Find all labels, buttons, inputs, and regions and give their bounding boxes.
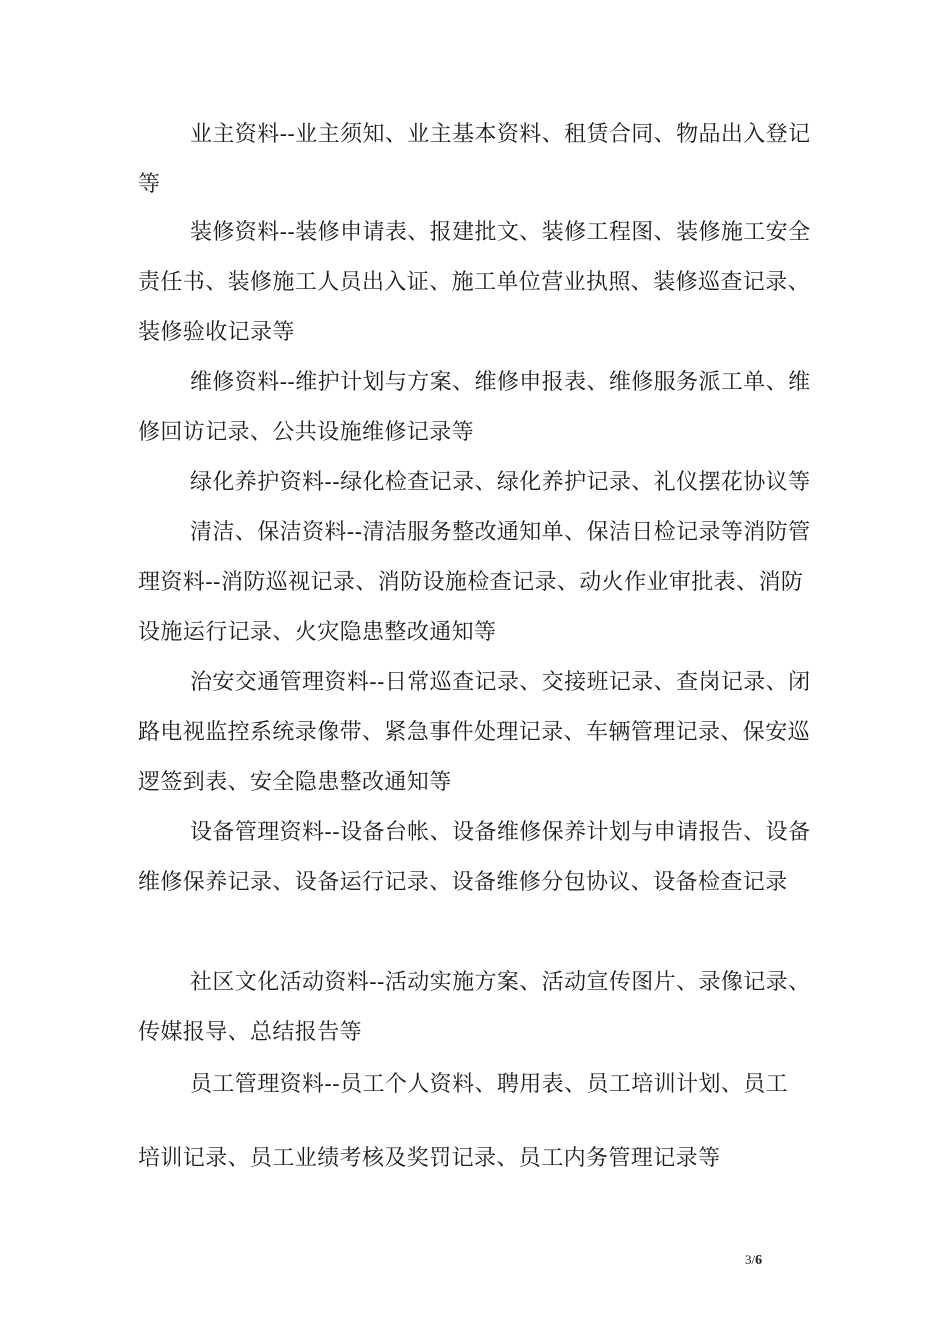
text-line: 装修资料--装修申请表、报建批文、装修工程图、装修施工安全: [190, 220, 811, 245]
text-line: 治安交通管理资料--日常巡查记录、交接班记录、查岗记录、闭: [190, 670, 811, 695]
paragraph-renovation-records: [138, 208, 828, 358]
text-line: 维修资料--维护计划与方案、维修申报表、维修服务派工单、维: [190, 370, 811, 395]
text-line: 绿化养护资料--绿化检查记录、绿化养护记录、礼仪摆花协议等: [190, 470, 811, 495]
paragraph-staff-records-continued: [138, 1134, 828, 1184]
text-line: 装修验收记录等: [138, 320, 295, 345]
text-line: 设施运行记录、火灾隐患整改通知等: [138, 620, 497, 645]
text-line: 理资料--消防巡视记录、消防设施检查记录、动火作业审批表、消防: [138, 570, 804, 595]
text-line: 等: [138, 172, 161, 197]
paragraph-greening-records: [138, 458, 828, 508]
text-line: 设备管理资料--设备台帐、设备维修保养计划与申请报告、设备: [190, 820, 811, 845]
page-current: 3: [745, 1252, 752, 1267]
text-line: 修回访记录、公共设施维修记录等: [138, 420, 475, 445]
text-line: 员工管理资料--员工个人资料、聘用表、员工培训计划、员工: [190, 1072, 789, 1097]
paragraph-maintenance-records: [138, 358, 828, 458]
page-total: 6: [755, 1253, 763, 1268]
text-line: 业主资料--业主须知、业主基本资料、租赁合同、物品出入登记: [190, 122, 811, 147]
text-line: 清洁、保洁资料--清洁服务整改通知单、保洁日检记录等消防管: [190, 520, 811, 545]
text-line: 培训记录、员工业绩考核及奖罚记录、员工内务管理记录等: [138, 1146, 721, 1171]
paragraph-equipment-records: [138, 808, 828, 908]
paragraph-security-traffic-records: [138, 658, 828, 808]
page-separator: /: [751, 1252, 756, 1267]
text-line: 逻签到表、安全隐患整改通知等: [138, 770, 452, 795]
paragraph-cleaning-fire-records: [138, 508, 828, 658]
text-line: 责任书、装修施工人员出入证、施工单位营业执照、装修巡查记录、: [138, 270, 811, 295]
text-line: 维修保养记录、设备运行记录、设备维修分包协议、设备检查记录: [138, 870, 788, 895]
paragraph-owner-records: [138, 110, 828, 210]
paragraph-community-culture-records: [138, 958, 828, 1058]
text-line: 社区文化活动资料--活动实施方案、活动宣传图片、录像记录、: [190, 970, 811, 995]
text-line: 路电视监控系统录像带、紧急事件处理记录、车辆管理记录、保安巡: [138, 720, 811, 745]
text-line: 传媒报导、总结报告等: [138, 1020, 363, 1045]
page-number: [745, 1252, 762, 1269]
paragraph-staff-records: [138, 1060, 828, 1110]
